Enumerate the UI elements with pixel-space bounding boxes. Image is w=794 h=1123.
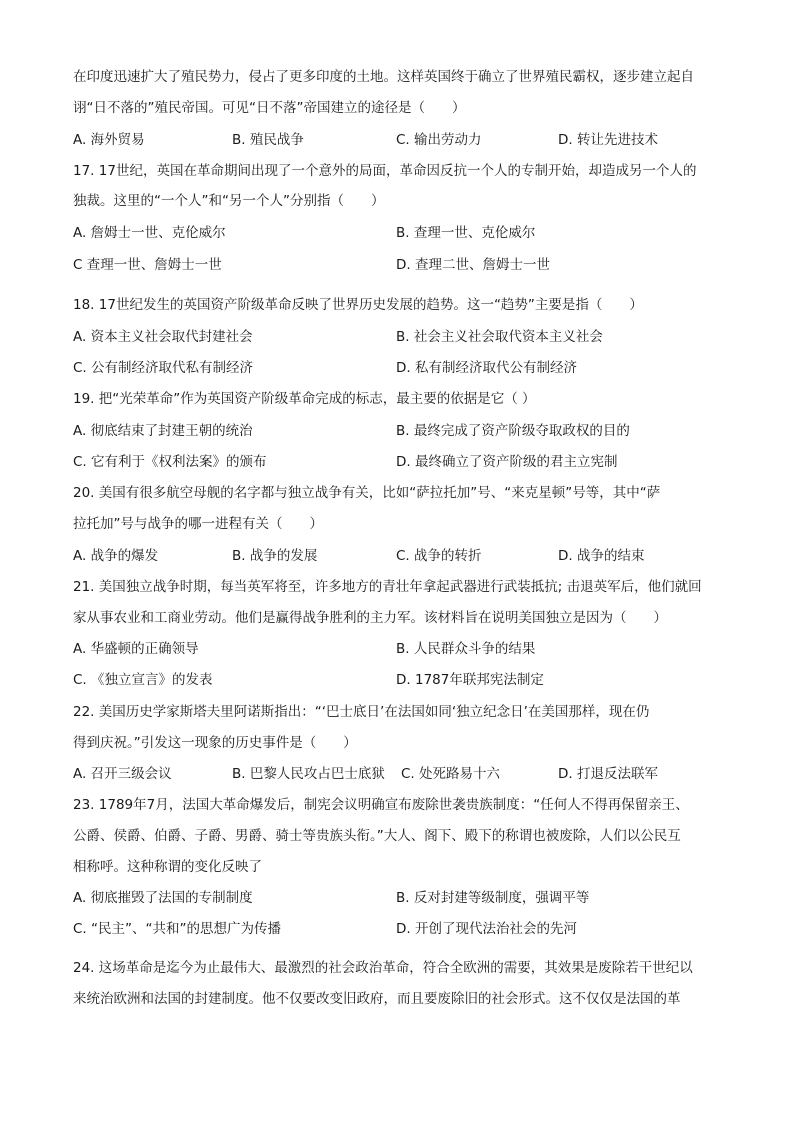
question-22-option-a: A. 召开三级会议 bbox=[73, 766, 172, 782]
question-16-text-line-1: 在印度迅速扩大了殖民势力，侵占了更多印度的土地。这样英国终于确立了世界殖民霸权，逐步建立起自 bbox=[73, 69, 694, 85]
question-18-option-b: B. 社会主义社会取代资本主义社会 bbox=[396, 329, 603, 345]
question-22-option-b: B. 巴黎人民攻占巴士底狱 bbox=[232, 766, 385, 782]
question-20-option-d: D. 战争的结束 bbox=[558, 548, 645, 564]
question-16-text-line-2: 诩“日不落的”殖民帝国。可见“日不落”帝国建立的途径是（ ） bbox=[73, 100, 466, 116]
question-16-option-d: D. 转让先进技术 bbox=[558, 132, 658, 148]
question-21-option-c: C. 《独立宣言》的发表 bbox=[73, 672, 213, 688]
question-23-option-c: C. “民主”、“共和”的思想广为传播 bbox=[73, 921, 281, 937]
question-17-option-b: B. 查理一世、克伦威尔 bbox=[396, 225, 536, 241]
question-16-option-a: A. 海外贸易 bbox=[73, 132, 145, 148]
question-18-option-c: C. 公有制经济取代私有制经济 bbox=[73, 360, 254, 376]
question-23-option-b: B. 反对封建等级制度，强调平等 bbox=[396, 890, 590, 906]
question-23-text-line-3: 相称呼。这种称谓的变化反映了 bbox=[73, 859, 262, 875]
question-18-option-d: D. 私有制经济取代公有制经济 bbox=[396, 360, 577, 376]
question-21-option-d: D. 1787年联邦宪法制定 bbox=[396, 672, 544, 688]
question-17-option-c: C 查理一世、詹姆士一世 bbox=[73, 257, 222, 273]
question-24-text-line-2: 来统治欧洲和法国的封建制度。他不仅要改变旧政府，而且要废除旧的社会形式。这不仅仅是法国的革 bbox=[73, 991, 681, 1007]
question-23-option-a: A. 彻底摧毁了法国的专制制度 bbox=[73, 890, 253, 906]
question-19-option-c: C. 它有利于《权利法案》的颁布 bbox=[73, 454, 267, 470]
question-23-text-line-1: 23. 1789年7月，法国大革命爆发后，制宪会议明确宣布废除世袭贵族制度：“任何人不得再保留亲王、 bbox=[73, 797, 689, 813]
question-22-text-line-1: 22. 美国历史学家斯塔夫里阿诺斯指出：“‘巴士底日’在法国如同‘独立纪念日’在美国那样，现在仍 bbox=[73, 704, 650, 720]
question-16-option-b: B. 殖民战争 bbox=[232, 132, 304, 148]
question-18-text-line-1: 18. 17世纪发生的英国资产阶级革命反映了世界历史发展的趋势。这一“趋势”主要是指（ ） bbox=[73, 297, 643, 313]
question-19-text-line-1: 19. 把“光荣革命”作为英国资产阶级革命完成的标志，最主要的依据是它（ ） bbox=[73, 391, 536, 407]
question-17-option-a: A. 詹姆士一世、克伦威尔 bbox=[73, 225, 226, 241]
question-24-text-line-1: 24. 这场革命是迄今为止最伟大、最激烈的社会政治革命，符合全欧洲的需要，其效果是废除若干世纪以 bbox=[73, 960, 693, 976]
question-17-text-line-2: 独裁。这里的“一个人”和“另一个人”分别指（ ） bbox=[73, 193, 385, 209]
question-22-option-d: D. 打退反法联军 bbox=[558, 766, 658, 782]
question-20-option-b: B. 战争的发展 bbox=[232, 548, 318, 564]
question-22-text-line-2: 得到庆祝。”引发这一现象的历史事件是（ ） bbox=[73, 735, 357, 751]
question-21-option-a: A. 华盛顿的正确领导 bbox=[73, 641, 199, 657]
question-22-option-c: C. 处死路易十六 bbox=[401, 766, 501, 782]
question-21-text-line-1: 21. 美国独立战争时期，每当英军将至，许多地方的青壮年拿起武器进行武装抵抗; 击退英军后，他们就回 bbox=[73, 579, 702, 595]
question-18-option-a: A. 资本主义社会取代封建社会 bbox=[73, 329, 253, 345]
question-20-text-line-1: 20. 美国有很多航空母舰的名字都与独立战争有关，比如“萨拉托加”号、“来克星顿”号等，其中“萨 bbox=[73, 485, 661, 501]
question-17-text-line-1: 17. 17世纪，英国在革命期间出现了一个意外的局面，革命因反抗一个人的专制开始，却造成另一个人的 bbox=[73, 163, 697, 179]
question-23-text-line-2: 公爵、侯爵、伯爵、子爵、男爵、骑士等贵族头衔。”大人、阁下、殿下的称谓也被废除，人们以公民互 bbox=[73, 828, 681, 844]
question-20-text-line-2: 拉托加”号与战争的哪一进程有关（ ） bbox=[73, 516, 323, 532]
question-19-option-b: B. 最终完成了资产阶级夺取政权的目的 bbox=[396, 423, 630, 439]
question-17-option-d: D. 查理二世、詹姆士一世 bbox=[396, 257, 550, 273]
question-23-option-d: D. 开创了现代法治社会的先河 bbox=[396, 921, 577, 937]
question-21-option-b: B. 人民群众斗争的结果 bbox=[396, 641, 536, 657]
question-19-option-a: A. 彻底结束了封建王朝的统治 bbox=[73, 423, 253, 439]
question-20-option-c: C. 战争的转折 bbox=[396, 548, 482, 564]
question-16-option-c: C. 输出劳动力 bbox=[396, 132, 482, 148]
question-19-option-d: D. 最终确立了资产阶级的君主立宪制 bbox=[396, 454, 618, 470]
question-21-text-line-2: 家从事农业和工商业劳动。他们是赢得战争胜利的主力军。该材料旨在说明美国独立是因为（ ） bbox=[73, 610, 667, 626]
question-20-option-a: A. 战争的爆发 bbox=[73, 548, 159, 564]
